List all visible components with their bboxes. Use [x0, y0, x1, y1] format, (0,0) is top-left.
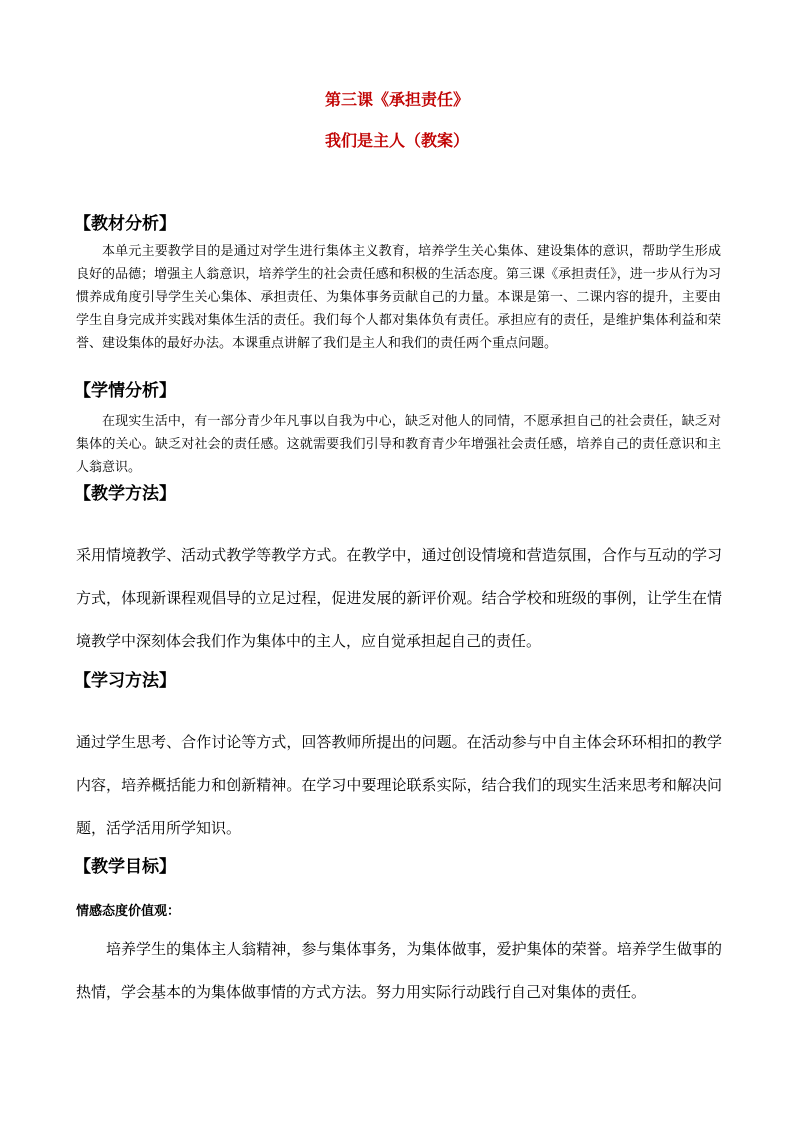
document-subtitle: 我们是主人（教案） [324, 131, 469, 150]
section-body-learning-method: 通过学生思考、合作讨论等方式，回答教师所提出的问题。在活动参与中自主体会环环相扣的教学内容，培养概括能力和创新精神。在学习中要理论联系实际，结合我们的现实生活来思考和解决问题，活学活用所学知识。 [76, 733, 722, 837]
section-heading-textbook-analysis: 【教材分析】 [74, 214, 176, 234]
section-body-teaching-method: 采用情境教学、活动式教学等教学方式。在教学中，通过创设情境和营造氛围，合作与互动的学习方式，体现新课程观倡导的立足过程，促进发展的新评价观。结合学校和班级的事例，让学生在情境教学中深刻体会我们作为集体中的主人，应自觉承担起自己的责任。 [76, 546, 722, 650]
section-heading-student-analysis: 【学情分析】 [74, 381, 176, 401]
document-title: 第三课《承担责任》 [324, 90, 469, 109]
section-heading-learning-method: 【学习方法】 [74, 671, 176, 691]
section-body-teaching-goals: 培养学生的集体主人翁精神，参与集体事务，为集体做事，爱护集体的荣誉。培养学生做事的热情，学会基本的为集体做事情的方式方法。努力用实际行动践行自己对集体的责任。 [76, 940, 722, 1001]
section-heading-teaching-method: 【教学方法】 [74, 484, 176, 504]
section-body-student-analysis: 在现实生活中，有一部分青少年凡事以自我为中心，缺乏对他人的同情，不愿承担自己的社会责任，缺乏对集体的关心。缺乏对社会的责任感。这就需要我们引导和教育青少年增强社会责任感，培养自己的责任意识和主人翁意识。 [76, 414, 721, 475]
section-subheading-emotional-values: 情感态度价值观： [76, 904, 181, 919]
section-body-textbook-analysis: 本单元主要教学目的是通过对学生进行集体主义教育，培养学生关心集体、建设集体的意识，帮助学生形成良好的品德；增强主人翁意识，培养学生的社会责任感和积极的生活态度。第三课《承担责任》，进一步从行为习惯养成角度引导学生关心集体、承担责任、为集体事务贡献自己的力量。本课是第一、二课内容的提升，主要由学生自身完成并实践对集体生活的责任。我们每个人都对集体负有责任。承担应有的责任，是维护集体利益和荣誉、建设集体的最好办法。本课重点讲解了我们是主人和我们的责任两个重点问题。 [76, 244, 721, 351]
section-heading-teaching-goals: 【教学目标】 [74, 857, 176, 877]
